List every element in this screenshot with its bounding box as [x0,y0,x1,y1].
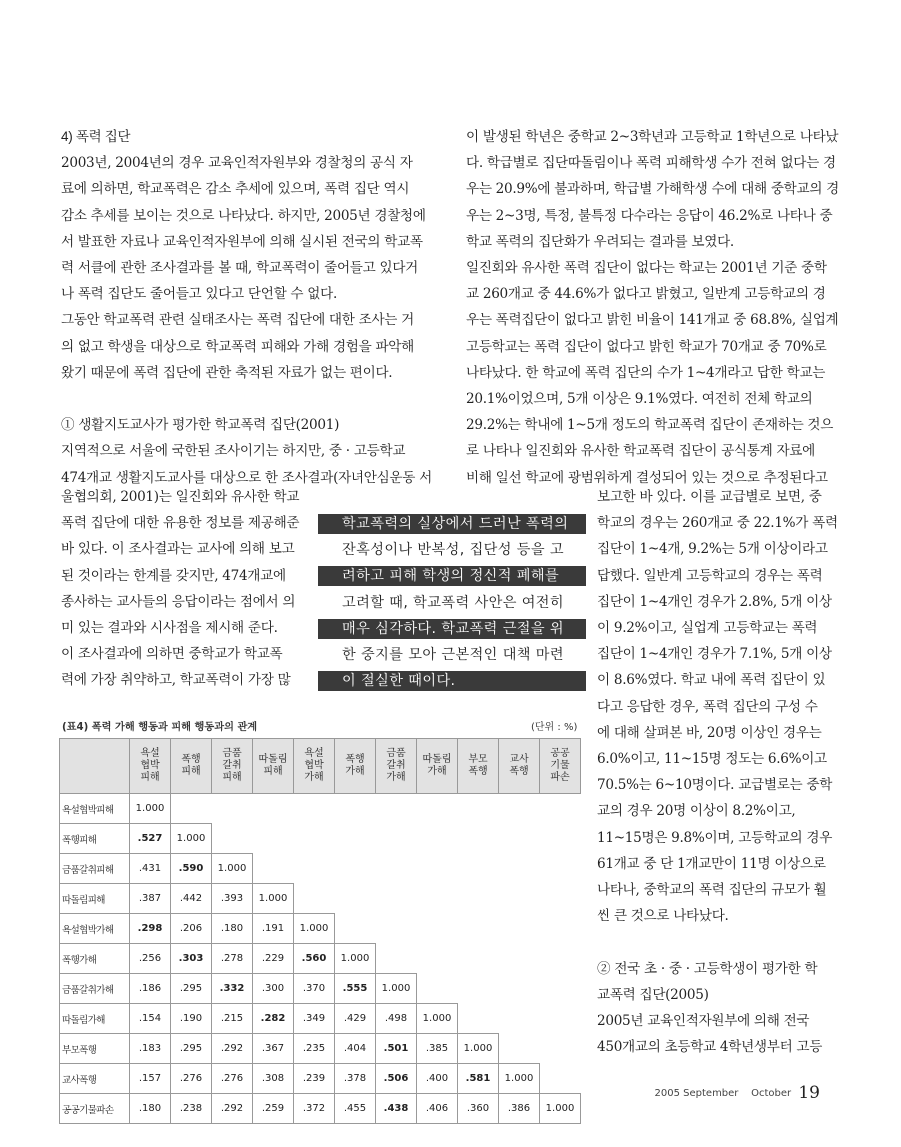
text-line: 나 폭력 집단도 줄어들고 있다고 단언할 수 없다. [61,286,337,303]
table-cell: .206 [171,914,212,944]
table-cell [540,854,581,884]
table-cell: .400 [417,1064,458,1094]
row-header: 금품갈취피해 [60,854,130,884]
table-cell: .235 [294,1034,335,1064]
text-line: 료에 의하면, 학교폭력은 감소 추세에 있으며, 폭력 집단 역시 [61,181,410,198]
column-header: 공공 기물 파손 [540,739,581,794]
table-cell [540,974,581,1004]
text-line: ① 생활지도교사가 평가한 학교폭력 집단(2001) [61,417,340,434]
table-cell [540,884,581,914]
text-line: ② 전국 초 · 중 · 고등학생이 평가한 학 [597,960,818,977]
table-cell: 1.000 [540,1094,581,1124]
text-line: 11~15명은 9.8%이며, 고등학교의 경우 [597,829,833,846]
text-line [597,929,847,955]
table-cell [499,1034,540,1064]
table-cell [253,854,294,884]
table-cell: 1.000 [376,974,417,1004]
table-cell: 1.000 [294,914,335,944]
text-line: 에 대해 살펴본 바, 20명 이상인 경우는 [597,724,822,741]
right-narrow-text [597,484,847,1060]
table-cell [458,1004,499,1034]
table-cell [253,794,294,824]
text-line: 교의 경우 20명 이상이 8.2%이고, [597,803,796,820]
table-row [60,1004,581,1034]
table-cell: 1.000 [417,1004,458,1034]
table-row [60,1094,581,1124]
column-header: 부모 폭행 [458,739,499,794]
table-cell [417,884,458,914]
table-cell: .295 [171,1034,212,1064]
table-cell: .404 [335,1034,376,1064]
table-cell: .180 [212,914,253,944]
table-cell: .429 [335,1004,376,1034]
table-cell [335,914,376,944]
table-cell: .300 [253,974,294,1004]
table-cell: .298 [130,914,171,944]
table-cell: 1.000 [212,854,253,884]
table-cell: .191 [253,914,294,944]
table-cell [417,944,458,974]
text-line: 집단이 1~4개인 경우가 7.1%, 5개 이상 [597,646,832,663]
text-line: 학교 폭력의 집단화가 우려되는 결과를 보였다. [466,233,734,250]
row-header: 욕설협박피해 [60,794,130,824]
text-line: 력에 가장 취약하고, 학교폭력이 가장 많 [61,672,291,689]
table-cell: .455 [335,1094,376,1124]
text-line: 왔기 때문에 폭력 집단에 관한 축적된 자료가 없는 편이다. [61,364,393,381]
table-cell: .386 [499,1094,540,1124]
table-cell: .190 [171,1004,212,1034]
table-cell: .370 [294,974,335,1004]
pull-quote-line: 려하고 피해 학생의 정신적 폐해를 [318,563,586,589]
table-cell [335,824,376,854]
table-cell [294,884,335,914]
table-cell: .186 [130,974,171,1004]
correlation-table [59,738,581,1124]
text-line: 보고한 바 있다. 이를 교급별로 보면, 중 [597,489,822,505]
text-line: 답했다. 일반계 고등학교의 경우는 폭력 [597,567,823,584]
table-cell [499,854,540,884]
text-line: 된 것이라는 한계를 갖지만, 474개교에 [61,567,286,584]
table-cell [458,944,499,974]
table-cell: .560 [294,944,335,974]
table-cell [540,1064,581,1094]
text-line: 우는 2~3명, 특정, 불특정 다수라는 응답이 46.2%로 나타나 중 [466,207,833,224]
text-line: 20.1%이었으며, 5개 이상은 9.1%였다. 여전히 전체 학교의 [466,391,813,408]
table-cell: .183 [130,1034,171,1064]
table-cell: 1.000 [499,1064,540,1094]
table-cell [458,974,499,1004]
text-line: 6.0%이고, 11~15명 정도는 6.6%이고 [597,751,827,768]
footer-month-1: 2005 September [654,1088,739,1099]
table-cell [253,824,294,854]
table-cell: 1.000 [171,824,212,854]
table-cell [540,944,581,974]
table-cell [540,1034,581,1064]
text-line: 2003년, 2004년의 경우 교육인적자원부와 경찰청의 공식 자 [61,155,413,172]
text-line: 우는 폭력집단이 없다고 밝힌 비율이 141개교 중 68.8%, 실업계 [466,312,839,329]
table-cell: 1.000 [130,794,171,824]
table-cell [376,944,417,974]
table-row [60,854,581,884]
pull-quote-line: 잔혹성이나 반복성, 집단성 등을 고 [342,542,565,559]
table-cell: .431 [130,854,171,884]
column-header: 폭행 가해 [335,739,376,794]
text-line: 학교의 경우는 260개교 중 22.1%가 폭력 [597,515,838,532]
text-line: 교 260개교 중 44.6%가 없다고 밝혔고, 일반계 고등학교의 경 [466,286,826,303]
table-cell [458,854,499,884]
text-line: 이 발생된 학년은 중학교 2~3학년과 고등학교 1학년으로 나타났 [466,129,839,145]
table-cell [458,914,499,944]
text-line: 474개교 생활지도교사를 대상으로 한 조사결과(자녀안심운동 서 [61,469,432,486]
table-cell: .527 [130,824,171,854]
text-line: 교폭력 집단(2005) [597,986,709,1003]
text-line: 61개교 중 단 1개교만이 11명 이상으로 [597,855,826,872]
column-header: 욕설 협박 피해 [130,739,171,794]
table-cell [540,1004,581,1034]
text-line: 미 있는 결과와 시사점을 제시해 준다. [61,620,278,637]
row-header: 금품갈취가해 [60,974,130,1004]
text-line: 폭력 집단에 대한 유용한 정보를 제공해준 [61,515,300,532]
text-line: 이 8.6%였다. 학교 내에 폭력 집단이 있 [597,672,826,689]
text-line: 로 나타나 일진회와 유사한 학교폭력 집단이 공식통계 자료에 [466,443,815,460]
right-column-text [466,124,846,491]
table-cell: .303 [171,944,212,974]
table-cell: 1.000 [253,884,294,914]
table-cell [335,794,376,824]
table-cell: .276 [212,1064,253,1094]
table-cell: 1.000 [458,1034,499,1064]
table-cell [499,1004,540,1034]
text-line: 2005년 교육인적자원부에 의해 전국 [597,1013,810,1030]
table-cell [417,854,458,884]
table-row [60,884,581,914]
table-cell: .372 [294,1094,335,1124]
table-cell [417,824,458,854]
table-cell [376,854,417,884]
left-column-text [61,124,441,491]
table-row [60,1034,581,1064]
table-cell: .387 [130,884,171,914]
table-cell: .229 [253,944,294,974]
text-line: 종사하는 교사들의 응답이라는 점에서 의 [61,593,296,610]
table-row [60,944,581,974]
table-cell [417,794,458,824]
row-header: 따돌림가해 [60,1004,130,1034]
text-line: 이 9.2%이고, 실업계 고등학교는 폭력 [597,620,818,637]
table-cell: .154 [130,1004,171,1034]
table-cell [540,824,581,854]
table-cell [499,974,540,1004]
table-cell [294,824,335,854]
table-cell [335,854,376,884]
table-cell [212,794,253,824]
table-cell: .282 [253,1004,294,1034]
table-cell: .581 [458,1064,499,1094]
column-header: 금품 갈취 가해 [376,739,417,794]
text-line: 비해 일선 학교에 광범위하게 결성되어 있는 것으로 추정된다고 [466,469,828,486]
row-header: 공공기물파손 [60,1094,130,1124]
column-header: 따돌림 피해 [253,739,294,794]
table-cell: .259 [253,1094,294,1124]
text-line: 바 있다. 이 조사결과는 교사에 의해 보고 [61,541,295,558]
text-line: 고등학교는 폭력 집단이 없다고 밝힌 학교가 70개교 중 70%로 [466,338,827,355]
table-cell [499,794,540,824]
table-cell: .292 [212,1034,253,1064]
column-header: 욕설 협박 가해 [294,739,335,794]
table-cell [499,944,540,974]
pull-quote-line: 한 중지를 모아 근본적인 대책 마련 [342,646,565,663]
table-cell: .180 [130,1094,171,1124]
table-cell: .292 [212,1094,253,1124]
text-line: 력 서클에 관한 조사결과를 볼 때, 학교폭력이 줄어들고 있다거 [61,260,418,277]
text-line: 그동안 학교폭력 관련 실태조사는 폭력 집단에 대한 조사는 거 [61,312,414,329]
table-cell [294,794,335,824]
table-row [60,824,581,854]
table-cell: .256 [130,944,171,974]
table-cell: .590 [171,854,212,884]
table-cell [458,824,499,854]
page-number: 19 [798,1083,820,1103]
text-line: 4) 폭력 집단 [61,129,131,144]
pull-quote-line: 매우 심각하다. 학교폭력 근절을 위 [318,616,586,642]
pull-quote-line: 이 절실한 때이다. [318,668,586,694]
table-cell [458,794,499,824]
table-cell: .157 [130,1064,171,1094]
table-cell [499,824,540,854]
left-narrow-text [61,484,311,694]
text-line: 울협의회, 2001)는 일진회와 유사한 학교 [61,489,300,505]
footer-month-2: October [751,1088,792,1099]
text-line: 다. 학급별로 집단따돌림이나 폭력 피해학생 수가 전혀 없다는 경 [466,155,836,172]
text-line: 씬 큰 것으로 나타났다. [597,908,729,925]
text-line: 집단이 1~4개, 9.2%는 5개 이상이라고 [597,541,828,558]
table-cell: .501 [376,1034,417,1064]
table-cell [540,794,581,824]
table-cell [499,884,540,914]
row-header: 욕설협박가해 [60,914,130,944]
table-cell: .506 [376,1064,417,1094]
text-line: 의 없고 학생을 대상으로 학교폭력 피해와 가해 경험을 파악해 [61,338,414,355]
column-header: 폭행 피해 [171,739,212,794]
table-cell: .239 [294,1064,335,1094]
text-line [61,386,441,412]
text-line: 70.5%는 6~10명이다. 교급별로는 중학 [597,777,833,794]
table-cell: .385 [417,1034,458,1064]
table-row [60,794,581,824]
row-header: 폭행피해 [60,824,130,854]
text-line: 우는 20.9%에 불과하며, 학급별 가해학생 수에 대해 중학교의 경 [466,181,839,198]
table-cell: .276 [171,1064,212,1094]
table-cell: .438 [376,1094,417,1124]
table-header-row [60,739,581,794]
pull-quote-line: 고려할 때, 학교폭력 사안은 여전히 [342,594,565,611]
table-corner [60,739,130,794]
row-header: 부모폭행 [60,1034,130,1064]
pull-quote-line: 학교폭력의 실상에서 드러난 폭력의 [318,511,586,537]
column-header: 교사 폭행 [499,739,540,794]
table-cell [376,824,417,854]
table-cell: .406 [417,1094,458,1124]
table-row [60,974,581,1004]
table-cell: .360 [458,1094,499,1124]
table-cell [499,914,540,944]
table-cell [212,824,253,854]
table-cell: 1.000 [335,944,376,974]
table-cell: .393 [212,884,253,914]
page-footer [655,1083,820,1103]
text-line: 나타났다. 한 학교에 폭력 집단의 수가 1~4개라고 답한 학교는 [466,364,826,381]
table-cell: .215 [212,1004,253,1034]
row-header: 교사폭행 [60,1064,130,1094]
text-line: 450개교의 초등학교 4학년생부터 고등 [597,1039,823,1056]
table-cell: .308 [253,1064,294,1094]
table-cell [294,854,335,884]
table-title: (표4) 폭력 가해 행동과 피해 행동과의 관계 [62,722,258,733]
table-cell [417,974,458,1004]
text-line: 집단이 1~4개인 경우가 2.8%, 5개 이상 [597,593,832,610]
table-cell: .332 [212,974,253,1004]
table-cell: .367 [253,1034,294,1064]
table-cell [376,794,417,824]
table-cell [376,884,417,914]
row-header: 폭행가해 [60,944,130,974]
text-line: 서 발표한 자료나 교육인적자원부에 의해 실시된 전국의 학교폭 [61,233,423,250]
column-header: 따돌림 가해 [417,739,458,794]
table-cell: .498 [376,1004,417,1034]
table-cell: .555 [335,974,376,1004]
table-row [60,1064,581,1094]
table-cell [376,914,417,944]
table-cell [417,914,458,944]
row-header: 따돌림피해 [60,884,130,914]
table-cell: .238 [171,1094,212,1124]
table-unit: (단위 : %) [531,722,578,733]
table-cell: .278 [212,944,253,974]
table-cell: .442 [171,884,212,914]
pull-quote [318,511,586,694]
table-cell [540,914,581,944]
text-line: 나타나, 중학교의 폭력 집단의 규모가 훨 [597,882,827,899]
text-line: 29.2%는 학내에 1~5개 정도의 학교폭력 집단이 존재하는 것으 [466,417,834,434]
text-line: 감소 추세를 보이는 것으로 나타났다. 하지만, 2005년 경찰청에 [61,207,426,224]
table-cell: .349 [294,1004,335,1034]
text-line: 일진회와 유사한 폭력 집단이 없다는 학교는 2001년 기준 중학 [466,260,827,277]
table-cell: .295 [171,974,212,1004]
table-cell [171,794,212,824]
text-line: 지역적으로 서울에 국한된 조사이기는 하지만, 중 · 고등학교 [61,443,406,460]
table-row [60,914,581,944]
text-line: 다고 응답한 경우, 폭력 집단의 구성 수 [597,698,818,715]
column-header: 금품 갈취 피해 [212,739,253,794]
table-cell [335,884,376,914]
table-cell [458,884,499,914]
table-cell: .378 [335,1064,376,1094]
text-line: 이 조사결과에 의하면 중학교가 학교폭 [61,646,283,663]
